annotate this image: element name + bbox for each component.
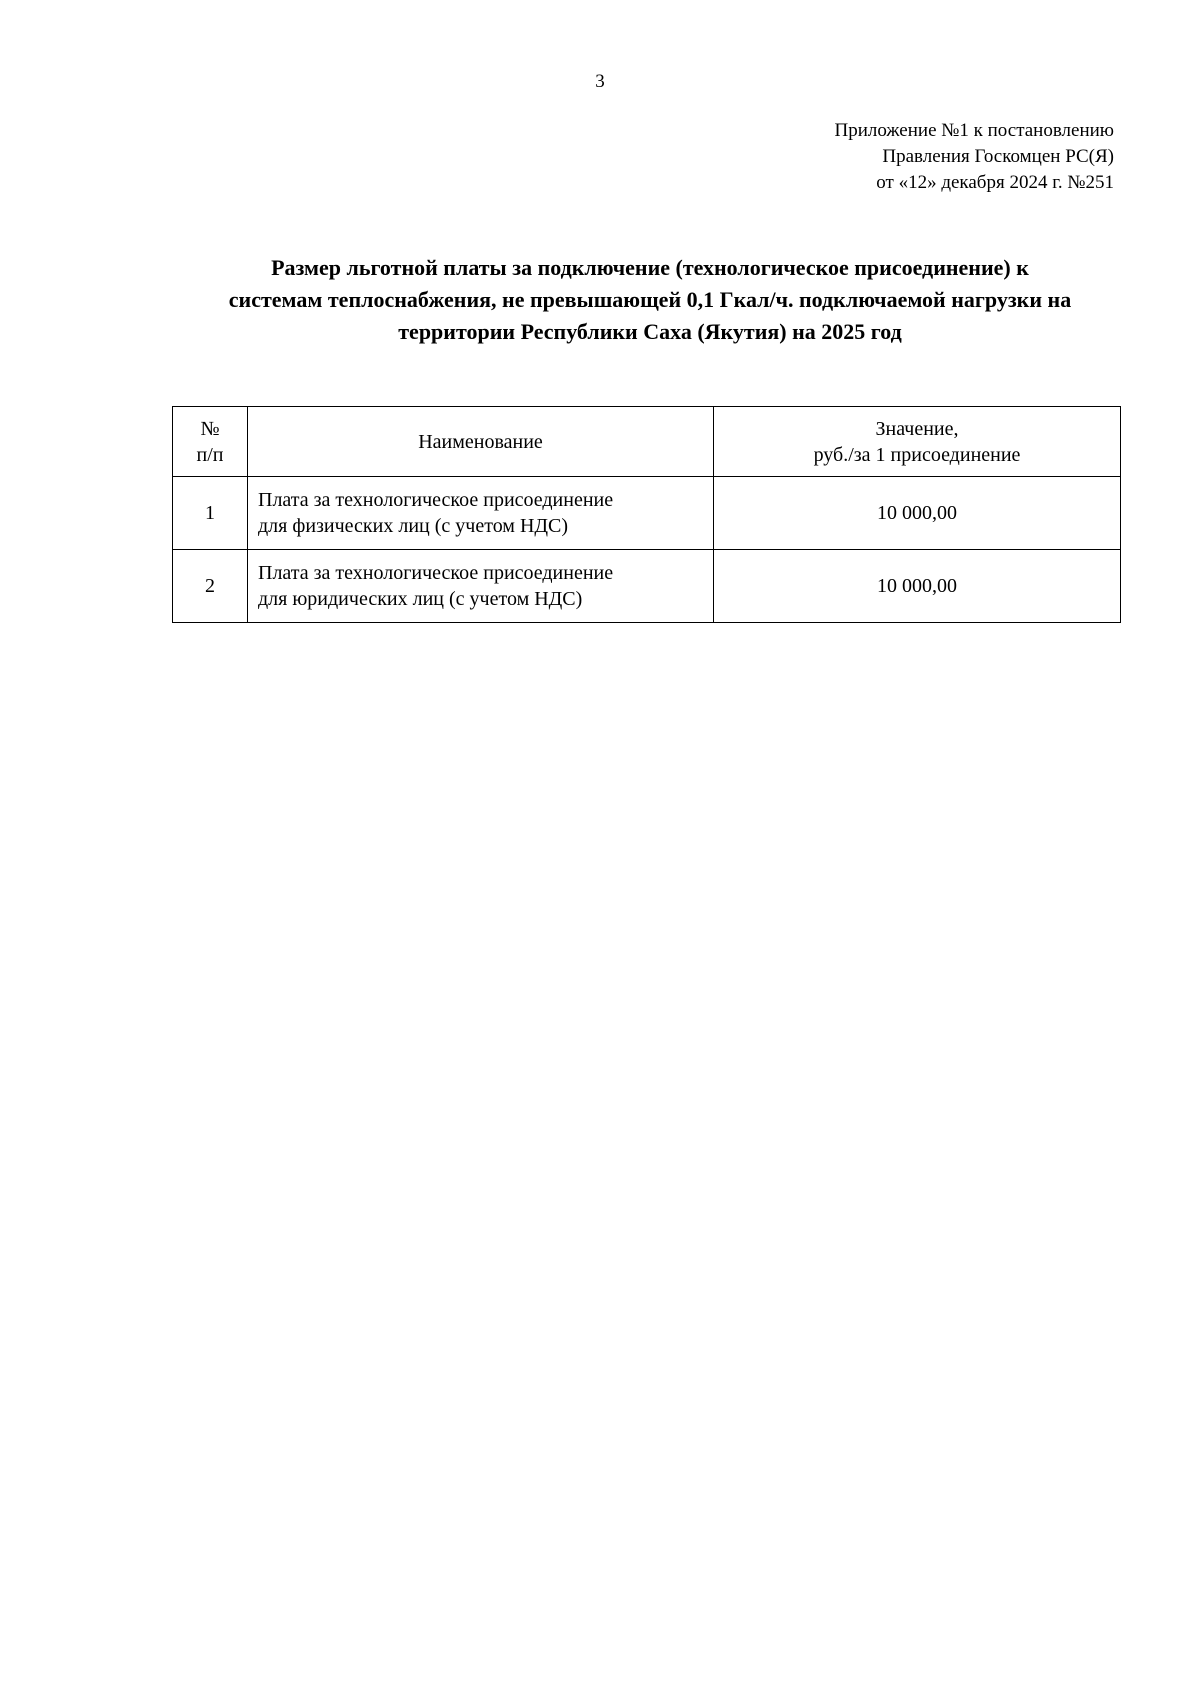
row-name-line: для физических лиц (с учетом НДС) [258,515,569,537]
row-name-line: Плата за технологическое присоединение [258,489,614,511]
header-number [173,407,248,477]
title-line: территории Республики Саха (Якутия) на 2025 год [398,319,902,344]
page-number: 3 [595,71,605,92]
row-number: 2 [173,550,248,623]
header-value-unit: руб./за 1 присоединение [813,443,1021,466]
row-name-line: для юридических лиц (с учетом НДС) [258,588,583,610]
header-number-symbol: № [200,417,220,440]
row-value: 10 000,00 [714,550,1121,623]
appendix-line: от «12» декабря 2024 г. №251 [876,172,1114,193]
table-row [173,477,1121,550]
header-value-title: Значение, [875,417,959,440]
row-name [248,477,714,550]
appendix-reference [835,118,1114,196]
table-header-row [173,407,1121,477]
document-title [160,252,1140,348]
row-name [248,550,714,623]
title-line: Размер льготной платы за подключение (технологическое присоединение) к [271,255,1029,280]
header-number-label: п/п [196,443,224,466]
appendix-line: Правления Госкомцен РС(Я) [882,146,1114,167]
title-line: системам теплоснабжения, не превышающей 0,1 Гкал/ч. подключаемой нагрузки на [228,287,1072,312]
row-value: 10 000,00 [714,477,1121,550]
appendix-line: Приложение №1 к постановлению [834,120,1114,141]
row-number: 1 [173,477,248,550]
row-name-line: Плата за технологическое присоединение [258,562,614,584]
tariff-table [172,406,1121,623]
header-name: Наименование [248,407,714,477]
header-value [714,407,1121,477]
table-row [173,550,1121,623]
